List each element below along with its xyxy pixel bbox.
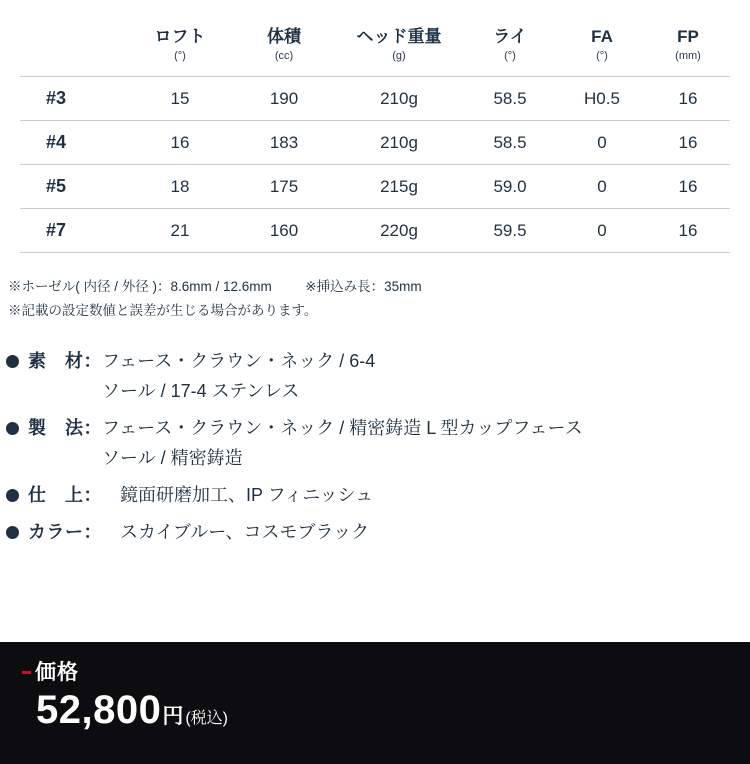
cell-lie: 59.5 <box>462 209 558 253</box>
material-label-sozai: 素 材： <box>28 351 102 372</box>
cell-volume: 175 <box>232 165 336 209</box>
column-header-fp <box>646 14 730 77</box>
column-header-model <box>20 14 128 77</box>
bullet-icon <box>6 422 19 435</box>
column-header-fp-label: FP <box>677 27 699 47</box>
price-amount: 52,800 <box>36 688 162 732</box>
column-header-fa-label: FA <box>591 27 613 47</box>
column-header-fa-unit: (°) <box>596 49 608 62</box>
material-body <box>28 415 750 473</box>
list-item <box>6 415 750 473</box>
cell-volume: 183 <box>232 121 336 165</box>
cell-model: #5 <box>20 165 128 209</box>
price-label: 価格 <box>35 661 79 684</box>
table-row <box>20 121 730 165</box>
cell-head-weight: 215g <box>336 165 462 209</box>
column-header-head-weight <box>336 14 462 77</box>
cell-fa: 0 <box>558 121 646 165</box>
cell-model: #7 <box>20 209 128 253</box>
cell-volume: 190 <box>232 77 336 121</box>
table-row <box>20 209 730 253</box>
cell-lie: 58.5 <box>462 77 558 121</box>
price-currency: 円 <box>162 705 184 728</box>
cell-head-weight: 210g <box>336 77 462 121</box>
material-sub-seiho: ソール / 精密鋳造 <box>102 447 243 468</box>
table-row <box>20 165 730 209</box>
column-header-lie <box>462 14 558 77</box>
material-label-shiage: 仕 上： <box>28 484 102 505</box>
material-body <box>28 482 750 510</box>
price-dash-icon <box>22 671 31 674</box>
spec-notes <box>4 275 750 322</box>
spec-table-body <box>20 77 730 253</box>
cell-fp: 16 <box>646 165 730 209</box>
cell-loft: 16 <box>128 121 232 165</box>
list-item <box>6 482 750 510</box>
material-body <box>28 519 750 547</box>
cell-loft: 15 <box>128 77 232 121</box>
spec-table-head <box>20 14 730 77</box>
column-header-volume <box>232 14 336 77</box>
cell-head-weight: 210g <box>336 121 462 165</box>
note-line-1 <box>8 275 750 299</box>
material-value-color: スカイブルー、コスモブラック <box>102 521 370 542</box>
column-header-loft-unit: (°) <box>174 49 186 62</box>
list-item <box>6 519 750 547</box>
cell-head-weight: 220g <box>336 209 462 253</box>
material-sub-sozai: ソール / 17-4 ステンレス <box>102 381 300 402</box>
cell-model: #3 <box>20 77 128 121</box>
cell-fp: 16 <box>646 209 730 253</box>
column-header-volume-label: 体積 <box>267 27 301 47</box>
material-value-sozai: フェース・クラウン・ネック / 6-4 <box>102 351 376 372</box>
material-label-color: カラー： <box>28 521 102 542</box>
column-header-lie-label: ライ <box>493 27 527 47</box>
cell-model: #4 <box>20 121 128 165</box>
bullet-icon <box>6 489 19 502</box>
column-header-head-weight-unit: (g) <box>392 49 406 62</box>
price-amount-row <box>22 688 750 733</box>
column-header-loft <box>128 14 232 77</box>
cell-fa: 0 <box>558 209 646 253</box>
cell-lie: 59.0 <box>462 165 558 209</box>
cell-loft: 21 <box>128 209 232 253</box>
column-header-volume-unit: (cc) <box>274 49 294 62</box>
material-spec-list <box>6 348 750 546</box>
material-value-shiage: 鏡面研磨加工、IP フィニッシュ <box>102 484 374 505</box>
cell-fp: 16 <box>646 77 730 121</box>
spec-table <box>20 14 730 253</box>
material-value-seiho: フェース・クラウン・ネック / 精密鋳造 L 型カップフェース <box>102 418 583 439</box>
material-body <box>28 348 750 406</box>
bullet-icon <box>6 526 19 539</box>
bullet-icon <box>6 355 19 368</box>
note-hosel-text: ※ホーゼル( 内径 / 外径 )：8.6mm / 12.6mm <box>8 279 272 294</box>
material-label-seiho: 製 法： <box>28 418 102 439</box>
spec-sheet-page <box>0 14 750 764</box>
cell-lie: 58.5 <box>462 121 558 165</box>
price-label-row <box>22 656 750 686</box>
table-row <box>20 77 730 121</box>
cell-fa: 0 <box>558 165 646 209</box>
cell-volume: 160 <box>232 209 336 253</box>
price-bar <box>0 642 750 764</box>
note-insert-length-text: ※挿込み長：35mm <box>305 279 422 294</box>
spec-table-header-row <box>20 14 730 77</box>
column-header-lie-unit: (°) <box>504 49 516 62</box>
column-header-loft-label: ロフト <box>154 27 206 47</box>
cell-fa: H0.5 <box>558 77 646 121</box>
column-header-head-weight-label: ヘッド重量 <box>356 27 442 47</box>
column-header-fa <box>558 14 646 77</box>
price-tax-note: (税込) <box>185 710 229 727</box>
list-item <box>6 348 750 406</box>
cell-fp: 16 <box>646 121 730 165</box>
cell-loft: 18 <box>128 165 232 209</box>
column-header-fp-unit: (mm) <box>675 49 701 62</box>
note-line-2: ※記載の設定数値と誤差が生じる場合があります。 <box>8 302 318 318</box>
